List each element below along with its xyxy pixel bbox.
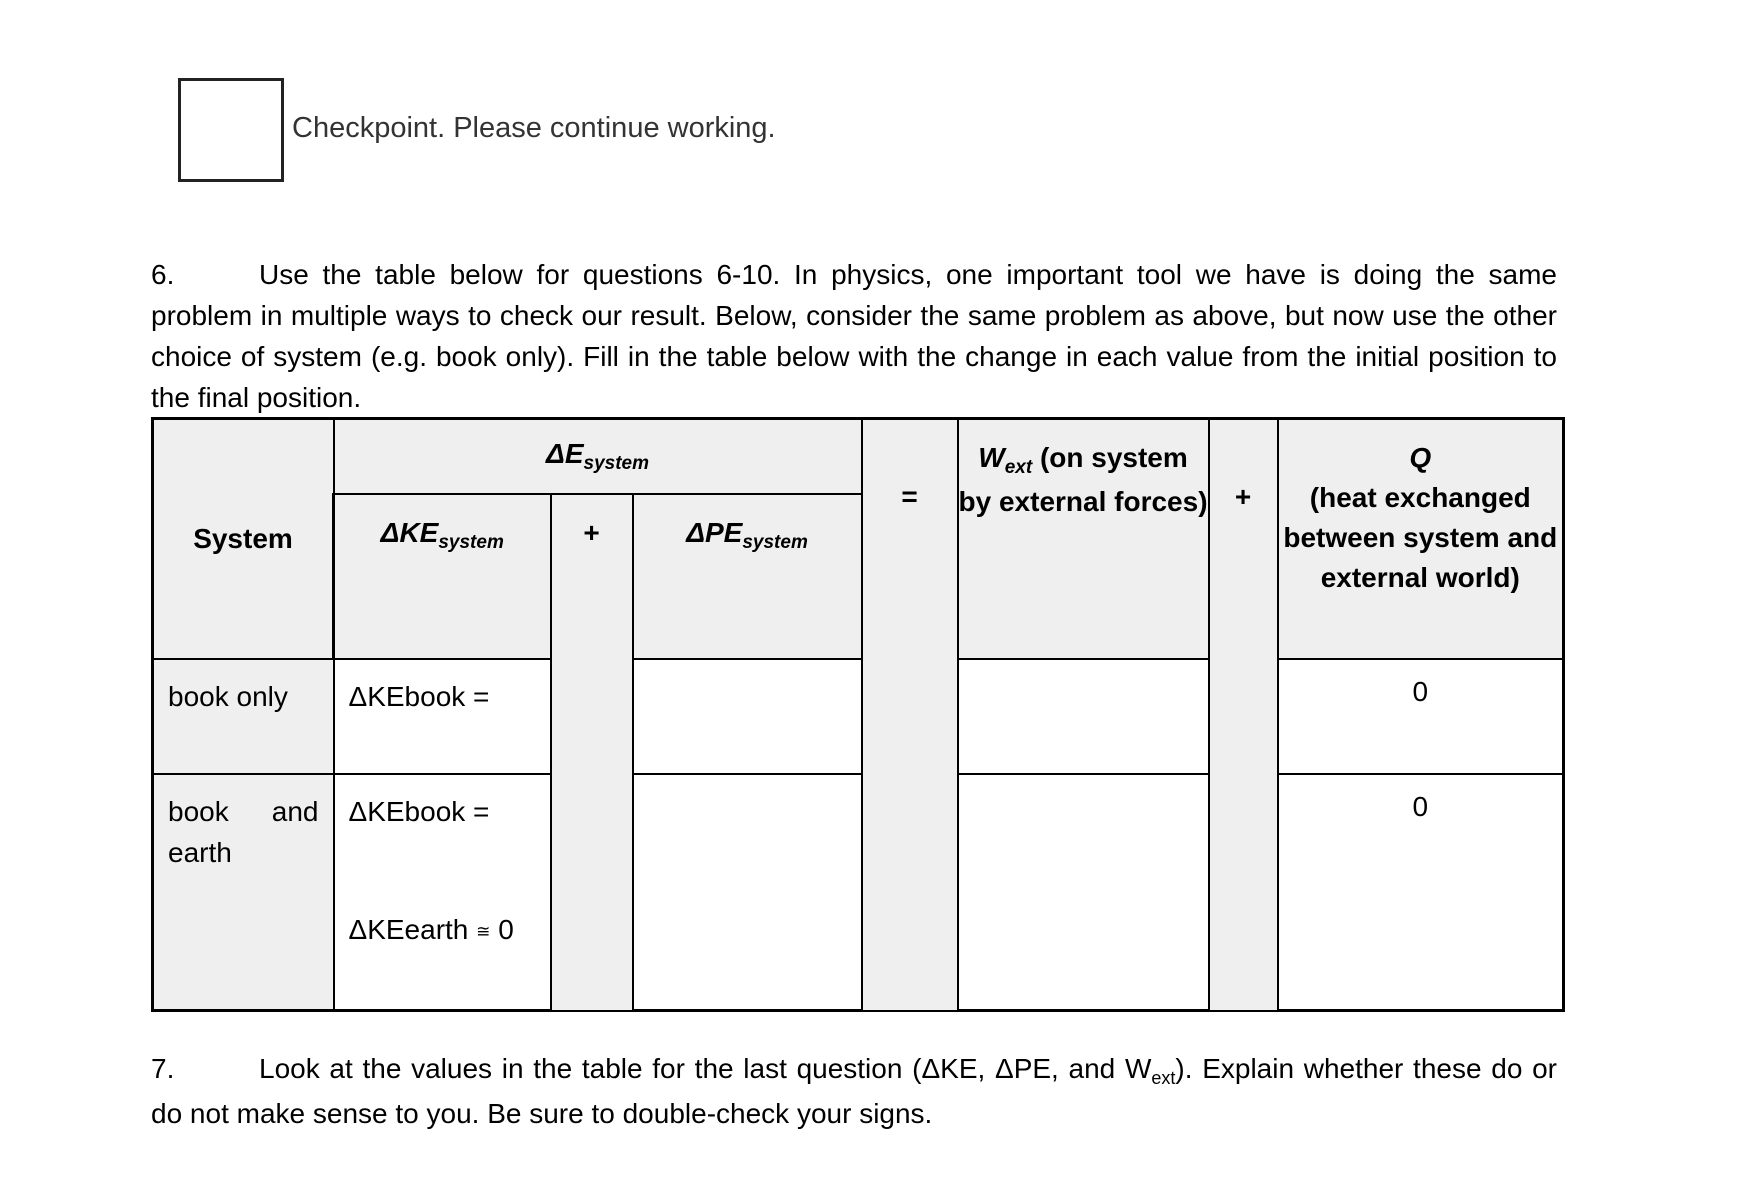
question-6 xyxy=(151,254,1557,418)
question-6-number: 6. xyxy=(151,259,175,290)
row-book-earth-pe[interactable] xyxy=(633,774,862,1011)
row-book-earth-system xyxy=(153,774,334,1011)
wext-w-label: W xyxy=(978,442,1005,473)
question-7-text-after: ). Explain whether these do or do not make sense to you. Be sure to double-check your signs. xyxy=(151,1053,1557,1129)
table-row xyxy=(153,774,1564,1011)
delta-pe-label: ΔPE xyxy=(686,516,743,548)
question-6-text: Use the table below for questions 6-10. In physics, one important tool we have is doing the same problem in multiple ways to check our result. Below, consider the same problem as above, but now use the other choice of system (e.g. book only). Fill in the table below with the change in each value from the initial position to the final position. xyxy=(151,259,1557,413)
delta-e-label: ΔE xyxy=(546,438,584,470)
approx-sign: ≅ xyxy=(476,921,491,941)
equals-column xyxy=(862,419,958,1011)
checkpoint-checkbox[interactable] xyxy=(178,78,284,182)
checkpoint xyxy=(178,78,776,182)
header-system xyxy=(153,419,334,659)
ke-earth-line xyxy=(349,909,536,952)
equals-sign: = xyxy=(901,481,918,512)
plus-column-1 xyxy=(551,494,633,1011)
question-7 xyxy=(151,1048,1557,1134)
row-book-only-ke[interactable] xyxy=(334,659,551,774)
q-description: (heat exchanged between system and external world) xyxy=(1283,482,1558,593)
delta-ke-subscript: system xyxy=(438,531,504,553)
question-7-number: 7. xyxy=(151,1053,175,1084)
question-7-text-before: Look at the values in the table for the last question (ΔKE, ΔPE, and W xyxy=(259,1053,1152,1084)
row-book-only-system xyxy=(153,659,334,774)
ke-book-label: ΔKEbook = xyxy=(348,680,490,712)
delta-ke-label: ΔKE xyxy=(380,516,439,548)
table-row xyxy=(153,659,1564,774)
system-name: book only xyxy=(168,680,288,712)
ke-earth-value: 0 xyxy=(498,913,514,945)
checkpoint-text: Checkpoint. Please continue working. xyxy=(292,111,776,144)
ke-book-label: ΔKEbook = xyxy=(348,795,490,827)
plus-sign-1: + xyxy=(583,516,600,548)
delta-pe-subscript: system xyxy=(742,531,808,553)
header-delta-ke xyxy=(334,494,551,659)
ke-earth-label: ΔKEearth xyxy=(348,913,469,945)
row-book-only-wext[interactable] xyxy=(958,659,1209,774)
header-wext xyxy=(958,419,1209,659)
row-book-earth-q xyxy=(1278,774,1564,1011)
plus-column-2 xyxy=(1209,419,1278,1011)
q-value: 0 xyxy=(1412,790,1429,822)
wext-subscript: ext xyxy=(1004,457,1033,478)
energy-table xyxy=(151,417,1565,1012)
delta-e-subscript: system xyxy=(583,453,649,475)
header-delta-pe xyxy=(633,494,862,659)
question-7-subscript: ext xyxy=(1151,1068,1176,1088)
row-book-only-pe[interactable] xyxy=(633,659,862,774)
q-symbol: Q xyxy=(1409,442,1432,473)
header-delta-e-system xyxy=(334,419,862,494)
plus-sign-2: + xyxy=(1234,481,1252,512)
header-q xyxy=(1278,419,1564,659)
header-system-label: System xyxy=(193,522,293,554)
system-name: book and earth xyxy=(168,795,319,868)
row-book-earth-ke[interactable] xyxy=(334,774,551,1011)
row-book-only-q xyxy=(1278,659,1564,774)
q-value: 0 xyxy=(1412,675,1429,707)
row-book-earth-wext[interactable] xyxy=(958,774,1209,1011)
wext-description: (on system by external forces) xyxy=(958,442,1208,517)
